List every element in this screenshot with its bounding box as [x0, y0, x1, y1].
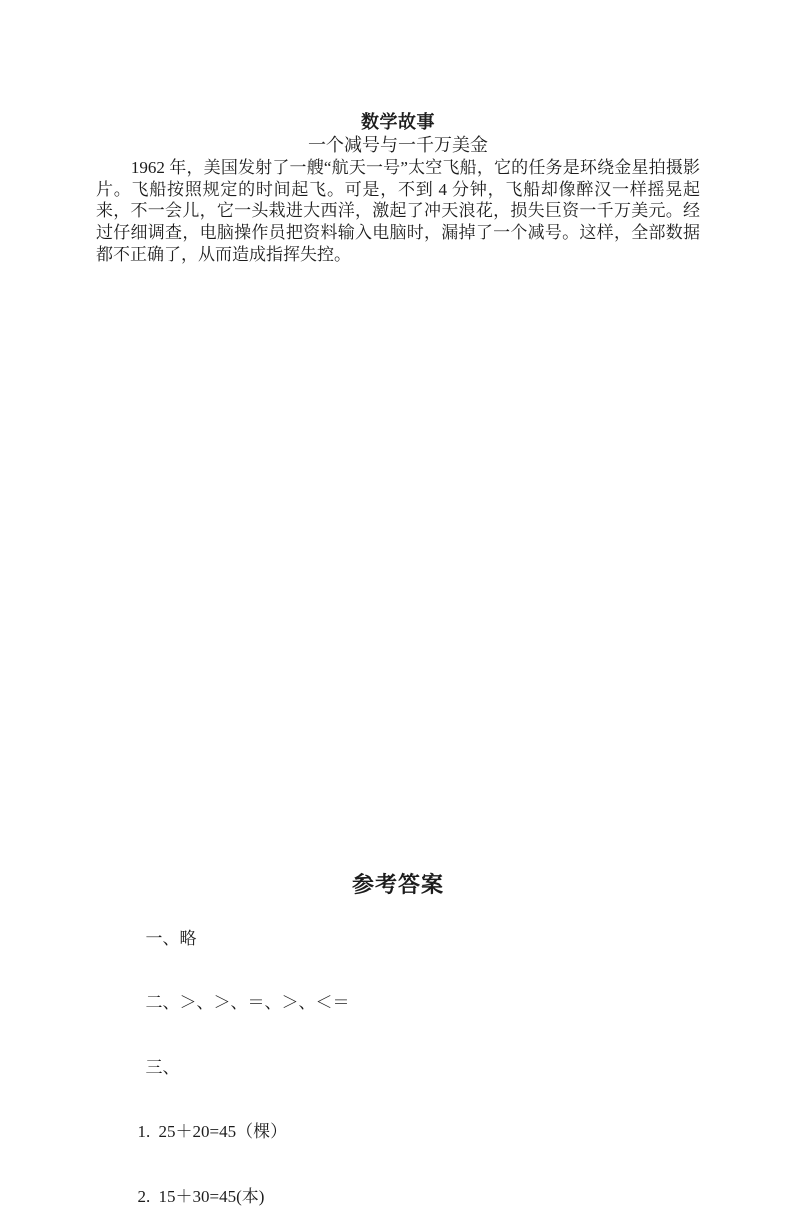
- math-story-section: [96, 111, 700, 266]
- answer-item-1: [96, 906, 700, 971]
- story-title: 数学故事: [361, 112, 435, 132]
- answer-item-1-label: 一、: [145, 928, 180, 948]
- answer-item-3: [96, 1035, 700, 1100]
- answer-item-2: [96, 971, 700, 1036]
- answer-item-4-text: 25＋20=45（棵）: [158, 1122, 288, 1141]
- answer-item-5-label: 2.: [137, 1186, 151, 1206]
- answer-item-1-text: 略: [179, 928, 197, 948]
- answer-item-4-label: 1.: [137, 1122, 151, 1141]
- story-subtitle: 一个减号与一千万美金: [308, 135, 488, 155]
- answer-item-5: [96, 1164, 700, 1229]
- answer-item-5-text: 15＋30=45(本): [158, 1186, 265, 1206]
- answers-title: 参考答案: [351, 872, 444, 897]
- answer-item-4: [96, 1100, 700, 1165]
- reference-answers-section: [96, 870, 700, 1229]
- answer-item-2-label: 二、: [145, 993, 180, 1012]
- answer-item-2-text: ＞、＞、＝、＞、＜＝: [179, 993, 350, 1012]
- answer-item-3-label: 三、: [145, 1057, 180, 1077]
- story-paragraph: 1962 年，美国发射了一艘“航天一号”太空飞船，它的任务是环绕金星拍摄影片。飞船按照规定的时间起飞。可是，不到 4 分钟，飞船却像醉汉一样摇晃起来，不一会儿，它一头栽进大西洋，激起了冲天浪花，损失巨资一千万美元。经过仔细调查，电脑操作员把资料输入电脑时，漏掉了一个减号。这样，全部数据都不正确了，从而造成指挥失控。: [96, 158, 700, 264]
